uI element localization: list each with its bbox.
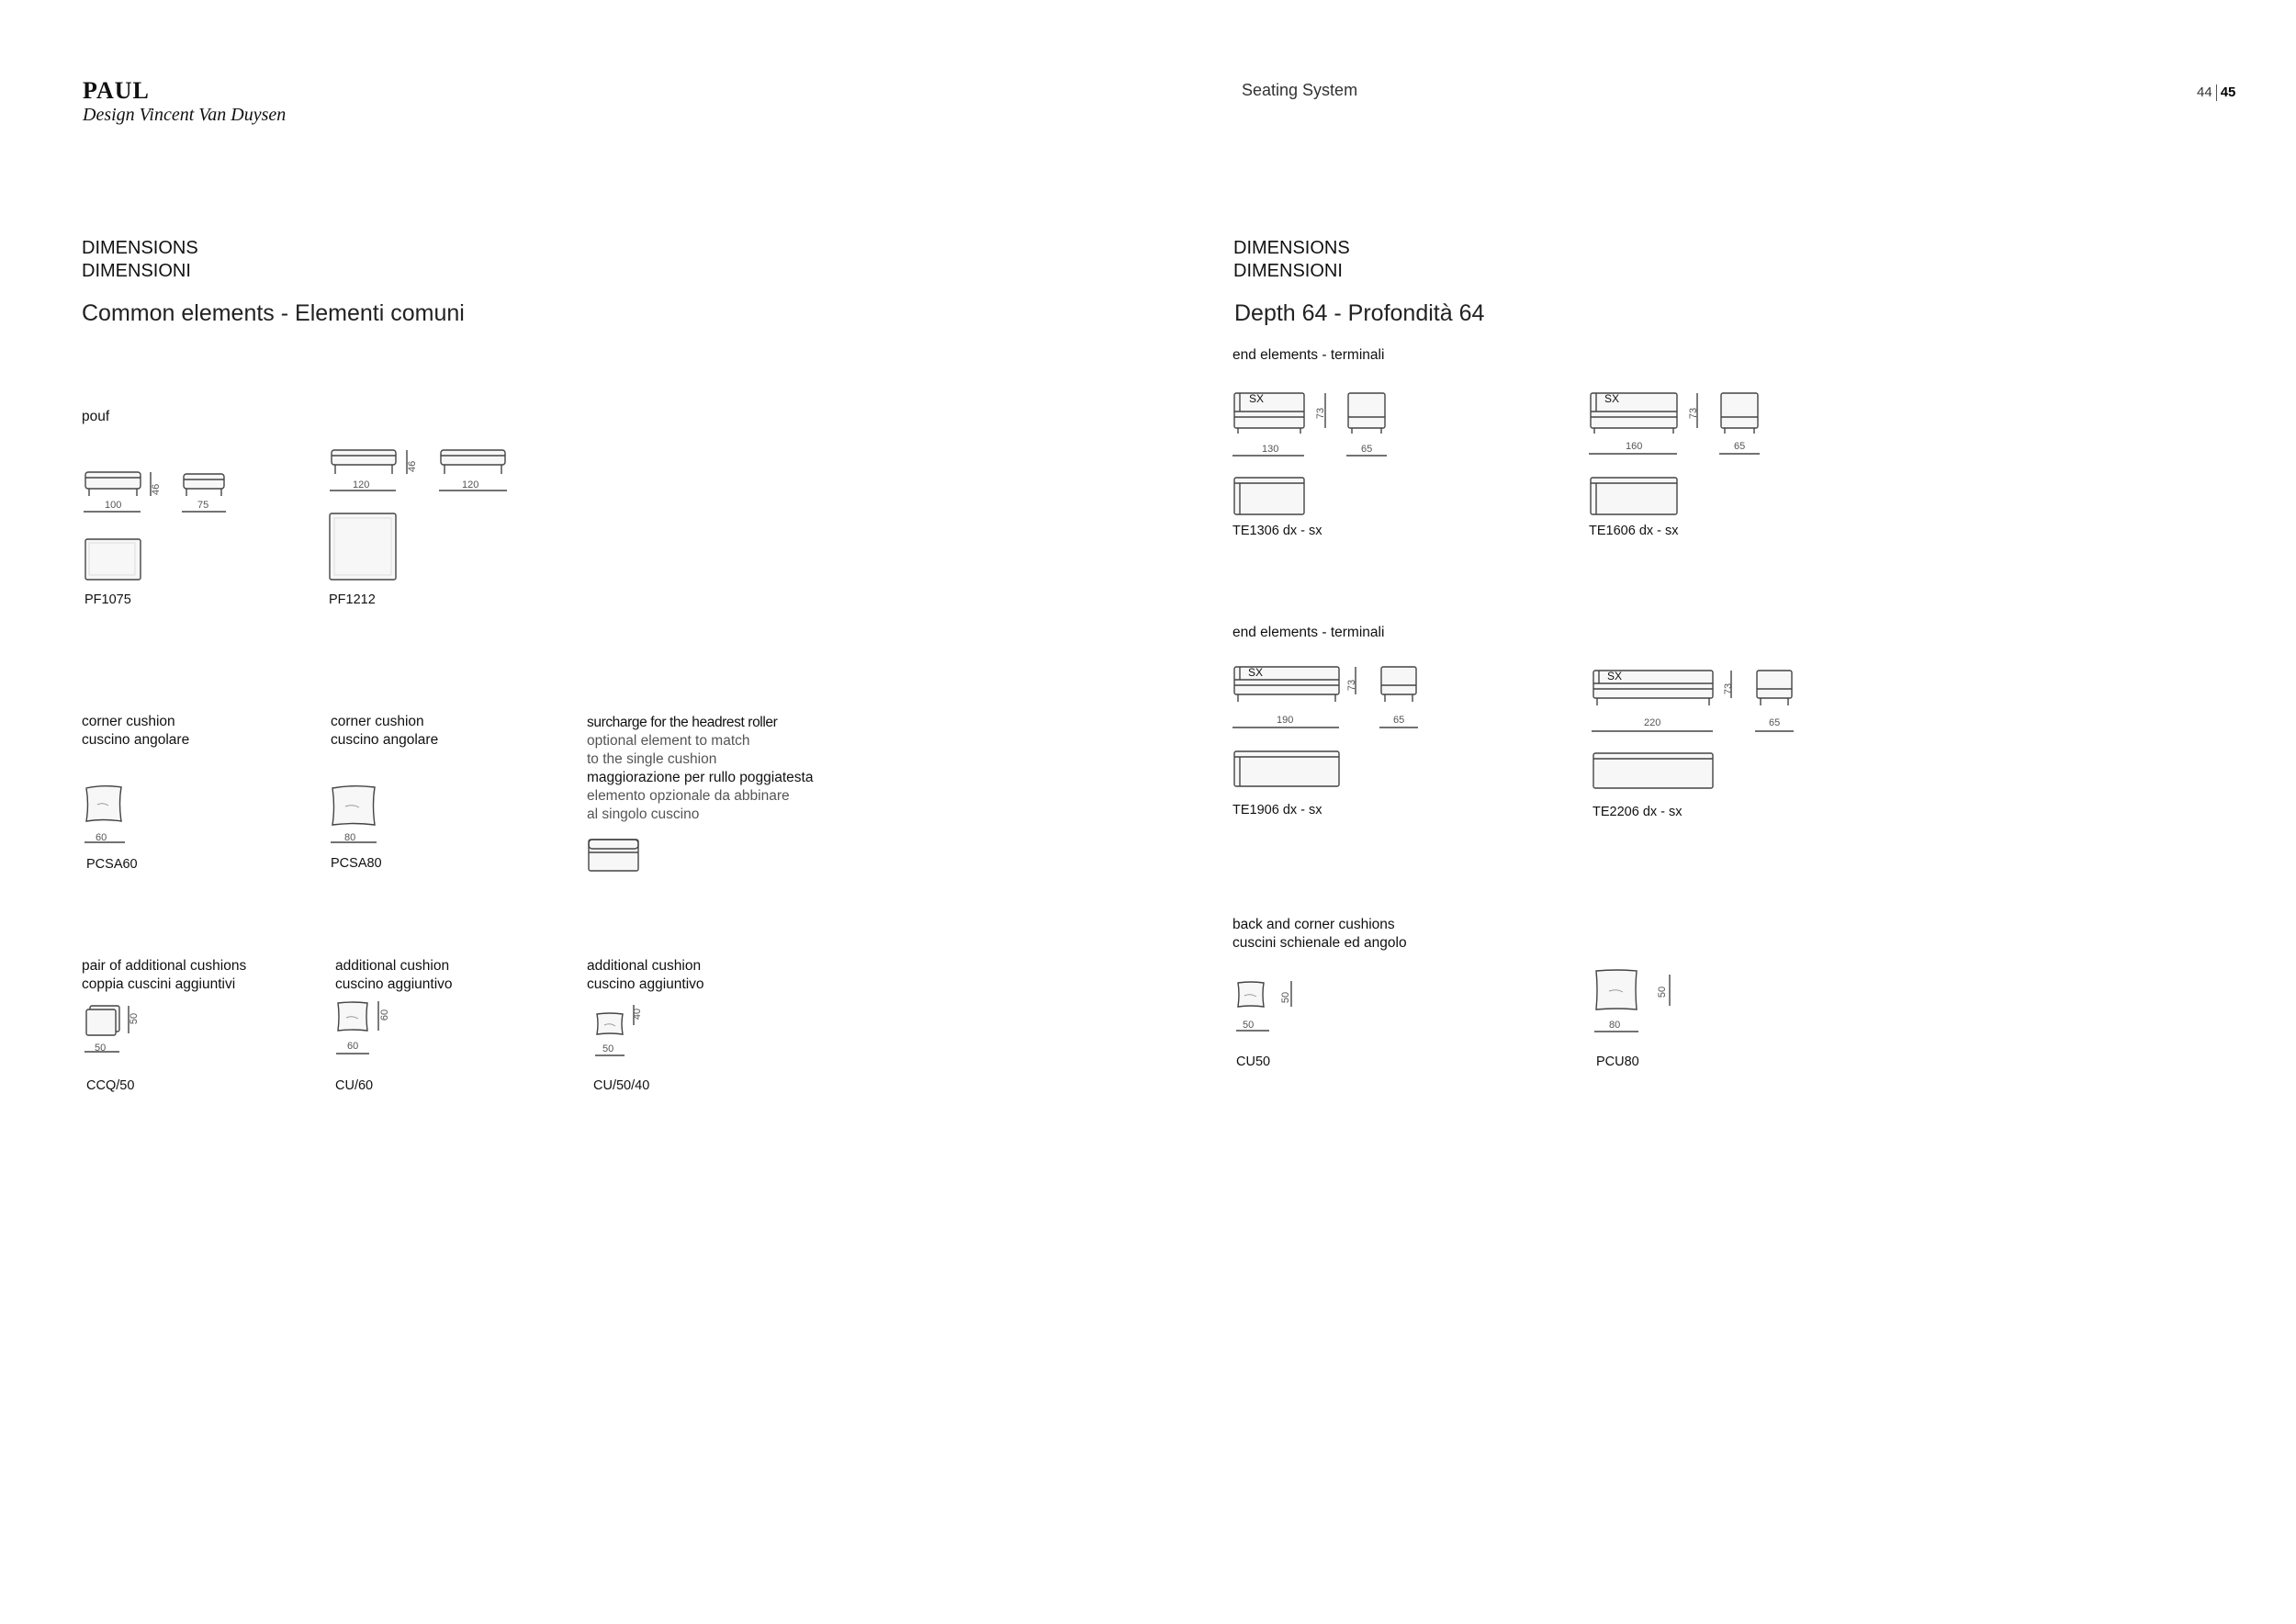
cu50-height: 50	[1280, 991, 1292, 1004]
additional-cushion-1-it: cuscino aggiuntivo	[335, 976, 453, 992]
pf1075-elevation-drawing	[83, 468, 248, 519]
cu60-code: CU/60	[335, 1078, 374, 1093]
te1606-sx-tag: SX	[1604, 392, 1620, 405]
brand-title: PAUL	[83, 77, 150, 104]
additional-cushion-2-label	[587, 957, 704, 994]
roller-line-3: to the single cushion	[587, 751, 717, 767]
cu60-height: 60	[379, 1009, 391, 1021]
te1606-code: TE1606 dx - sx	[1589, 524, 1679, 538]
back-corner-en: back and corner cushions	[1232, 917, 1395, 932]
pcsa60-width: 60	[96, 832, 107, 843]
te1906-sx-tag: SX	[1248, 666, 1264, 679]
roller-line-5: elemento opzionale da abbinare	[587, 788, 790, 804]
pf1075-code: PF1075	[84, 592, 131, 607]
pcsa80-code: PCSA80	[331, 856, 382, 871]
heading-en: DIMENSIONS	[82, 238, 198, 258]
te2206-elevation-drawing	[1592, 669, 1830, 735]
pf1075-width-1: 100	[105, 500, 122, 511]
te2206-height: 73	[1723, 682, 1735, 695]
pcu80-height: 50	[1657, 986, 1669, 998]
pf1212-height: 46	[407, 460, 418, 472]
te1306-width: 130	[1262, 444, 1279, 455]
ccq50-width: 50	[95, 1043, 107, 1054]
pair-cushions-label	[82, 957, 246, 994]
te1606-height: 73	[1688, 407, 1700, 420]
pair-cushions-en: pair of additional cushions	[82, 958, 247, 974]
right-subtitle: Depth 64 - Profondità 64	[1234, 300, 1485, 326]
end-elements-label-2: end elements - terminali	[1232, 625, 1385, 640]
back-corner-it: cuscini schienale ed angolo	[1232, 935, 1407, 951]
ccq50-code: CCQ/50	[86, 1078, 135, 1093]
te1906-height: 73	[1346, 679, 1358, 692]
page-numbers	[2197, 85, 2235, 101]
additional-cushion-2-it: cuscino aggiuntivo	[587, 976, 704, 992]
roller-line-4: maggiorazione per rullo poggiatesta	[587, 770, 814, 785]
cu50-code: CU50	[1236, 1054, 1271, 1069]
roller-description	[587, 714, 813, 824]
te1906-depth: 65	[1393, 715, 1405, 726]
te2206-sx-tag: SX	[1607, 670, 1623, 682]
te2206-code: TE2206 dx - sx	[1593, 805, 1683, 819]
te2206-width: 220	[1644, 717, 1661, 728]
te1906-plan-drawing	[1232, 750, 1343, 790]
additional-cushion-1-en: additional cushion	[335, 958, 450, 974]
page-divider	[2216, 85, 2217, 101]
back-corner-label	[1232, 916, 1407, 953]
cu5040-height: 40	[632, 1008, 644, 1021]
headrest-roller-drawing	[587, 838, 644, 874]
pair-cushions-it: coppia cuscini aggiuntivi	[82, 976, 236, 992]
heading-it: DIMENSIONI	[82, 261, 191, 281]
end-elements-label-1: end elements - terminali	[1232, 347, 1385, 363]
cu50-width: 50	[1243, 1020, 1255, 1031]
roller-line-6: al singolo cuscino	[587, 806, 700, 822]
pcsa80-drawing	[331, 784, 382, 845]
te1306-plan-drawing	[1232, 476, 1308, 518]
te1606-plan-drawing	[1589, 476, 1681, 518]
designer-credit: Design Vincent Van Duysen	[83, 105, 287, 125]
pf1075-height: 46	[151, 483, 162, 495]
pcsa80-width: 80	[344, 832, 356, 843]
pf1212-width-1: 120	[353, 479, 370, 491]
pcsa60-drawing	[84, 784, 130, 845]
te1306-sx-tag: SX	[1249, 392, 1265, 405]
right-heading	[1233, 237, 1350, 283]
pf1212-code: PF1212	[329, 592, 376, 607]
te1906-elevation-drawing	[1232, 665, 1444, 731]
pcsa60-code: PCSA60	[86, 857, 138, 872]
cu5040-code: CU/50/40	[593, 1078, 650, 1093]
corner-cushion-1-en: corner cushion	[82, 714, 175, 729]
pcu80-width: 80	[1609, 1020, 1621, 1031]
te1906-code: TE1906 dx - sx	[1232, 803, 1322, 818]
corner-cushion-1-label	[82, 713, 189, 750]
additional-cushion-1-label	[335, 957, 453, 994]
roller-line-2: optional element to match	[587, 733, 750, 749]
page-right: 45	[2220, 85, 2236, 100]
te1606-depth: 65	[1734, 441, 1746, 452]
te1906-width: 190	[1277, 715, 1294, 726]
pf1075-plan-drawing	[84, 538, 143, 582]
additional-cushion-2-en: additional cushion	[587, 958, 702, 974]
corner-cushion-1-it: cuscino angolare	[82, 732, 190, 748]
corner-cushion-2-it: cuscino angolare	[331, 732, 439, 748]
te1306-depth: 65	[1361, 444, 1373, 455]
te1306-height: 73	[1315, 407, 1327, 420]
cu5040-width: 50	[602, 1043, 614, 1054]
pcu80-drawing	[1594, 969, 1677, 1035]
te2206-depth: 65	[1769, 717, 1781, 728]
pf1212-width-2: 120	[462, 479, 479, 491]
te2206-plan-drawing	[1592, 751, 1720, 792]
left-heading	[82, 237, 198, 283]
pf1212-plan-drawing	[329, 513, 399, 582]
pf1075-width-2: 75	[197, 500, 209, 511]
left-subtitle: Common elements - Elementi comuni	[82, 300, 465, 326]
ccq50-height: 50	[129, 1012, 141, 1025]
corner-cushion-2-en: corner cushion	[331, 714, 424, 729]
section-label: Seating System	[1242, 81, 1358, 99]
pouf-label: pouf	[82, 409, 110, 424]
roller-line-1: surcharge for the headrest roller	[587, 715, 778, 730]
te1606-width: 160	[1626, 441, 1643, 452]
corner-cushion-2-label	[331, 713, 438, 750]
cu60-width: 60	[347, 1041, 359, 1052]
pf1212-elevation-drawing	[329, 446, 512, 502]
pcu80-code: PCU80	[1596, 1054, 1639, 1069]
right-heading-en: DIMENSIONS	[1233, 238, 1350, 258]
right-heading-it: DIMENSIONI	[1233, 261, 1343, 281]
te1306-code: TE1306 dx - sx	[1232, 524, 1322, 538]
page-left: 44	[2197, 85, 2212, 100]
